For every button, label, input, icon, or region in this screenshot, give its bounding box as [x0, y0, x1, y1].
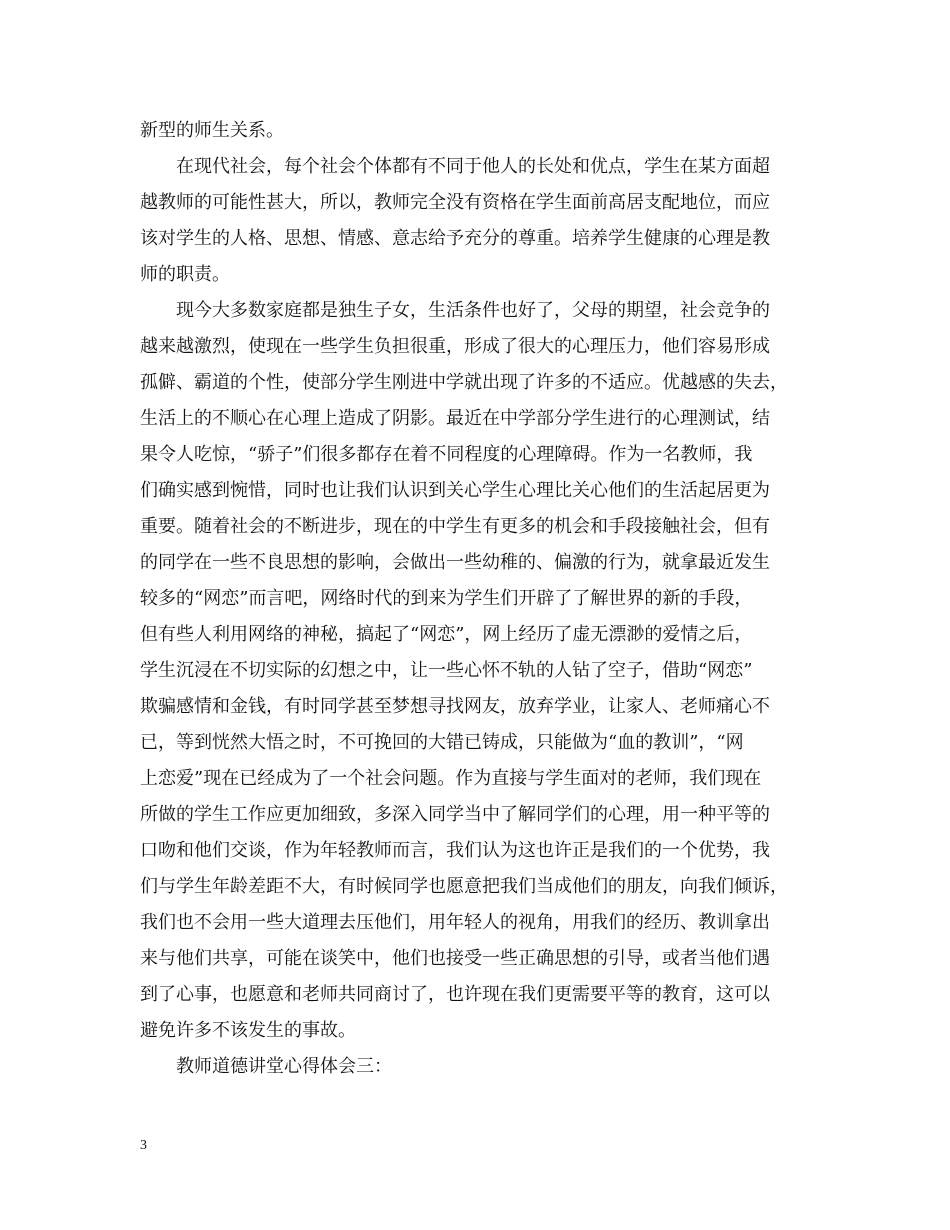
section-heading-line: 教师道德讲堂心得体会三： — [176, 1056, 392, 1077]
paragraph-line: 生活上的不顺心在心理上造成了阴影。最近在中学部分学生进行的心理测试，结 — [140, 408, 770, 429]
paragraph-line: 来与他们共享，可能在谈笑中，他们也接受一些正确思想的引导，或者当他们遇 — [140, 948, 770, 969]
paragraph-line: 越教师的可能性甚大，所以，教师完全没有资格在学生面前高居支配地位，而应 — [140, 192, 770, 213]
paragraph-line: 欺骗感情和金钱，有时同学甚至梦想寻找网友，放弃学业，让家人、老师痛心不 — [140, 696, 770, 717]
paragraph-line: 现今大多数家庭都是独生子女，生活条件也好了，父母的期望，社会竞争的 — [176, 300, 770, 321]
paragraph-line: 较多的“网恋”而言吧，网络时代的到来为学生们开辟了了解世界的新的手段， — [140, 588, 753, 609]
paragraph-line: 重要。随着社会的不断进步，现在的中学生有更多的机会和手段接触社会，但有 — [140, 516, 770, 537]
paragraph-line: 的同学在一些不良思想的影响，会做出一些幼稚的、偏激的行为，就拿最近发生 — [140, 552, 770, 573]
paragraph-line: 避免许多不该发生的事故。 — [140, 1020, 356, 1041]
paragraph-line: 在现代社会，每个社会个体都有不同于他人的长处和优点，学生在某方面超 — [176, 156, 770, 177]
paragraph-line: 新型的师生关系。 — [140, 120, 284, 141]
paragraph-line: 们与学生年龄差距不大，有时候同学也愿意把我们当成他们的朋友，向我们倾诉， — [140, 876, 788, 897]
paragraph-line: 口吻和他们交谈，作为年轻教师而言，我们认为这也许正是我们的一个优势，我 — [140, 840, 770, 861]
paragraph-line: 们确实感到惋惜，同时也让我们认识到关心学生心理比关心他们的生活起居更为 — [140, 480, 770, 501]
paragraph-line: 所做的学生工作应更加细致，多深入同学当中了解同学们的心理，用一种平等的 — [140, 804, 770, 825]
paragraph-line: 越来越激烈，使现在一些学生负担很重，形成了很大的心理压力，他们容易形成 — [140, 336, 770, 357]
paragraph-line: 孤僻、霸道的个性，使部分学生刚进中学就出现了许多的不适应。优越感的失去， — [140, 372, 788, 393]
paragraph-line: 该对学生的人格、思想、情感、意志给予充分的尊重。培养学生健康的心理是教 — [140, 228, 770, 249]
paragraph-line: 师的职责。 — [140, 264, 230, 285]
paragraph-line: 上恋爱”现在已经成为了一个社会问题。作为直接与学生面对的老师，我们现在 — [140, 768, 762, 789]
page-number: 3 — [140, 1138, 147, 1153]
paragraph-line: 但有些人利用网络的神秘，搞起了“网恋”，网上经历了虚无漂渺的爱情之后， — [140, 624, 753, 645]
paragraph-line: 果令人吃惊，“骄子”们很多都存在着不同程度的心理障碍。作为一名教师，我 — [140, 444, 753, 465]
paragraph-line: 学生沉浸在不切实际的幻想之中，让一些心怀不轨的人钻了空子，借助“网恋” — [140, 660, 753, 681]
paragraph-line: 已，等到恍然大悟之时，不可挽回的大错已铸成，只能做为“血的教训”，“网 — [140, 732, 744, 753]
paragraph-line: 我们也不会用一些大道理去压他们，用年轻人的视角，用我们的经历、教训拿出 — [140, 912, 770, 933]
paragraph-line: 到了心事，也愿意和老师共同商讨了，也许现在我们更需要平等的教育，这可以 — [140, 984, 770, 1005]
